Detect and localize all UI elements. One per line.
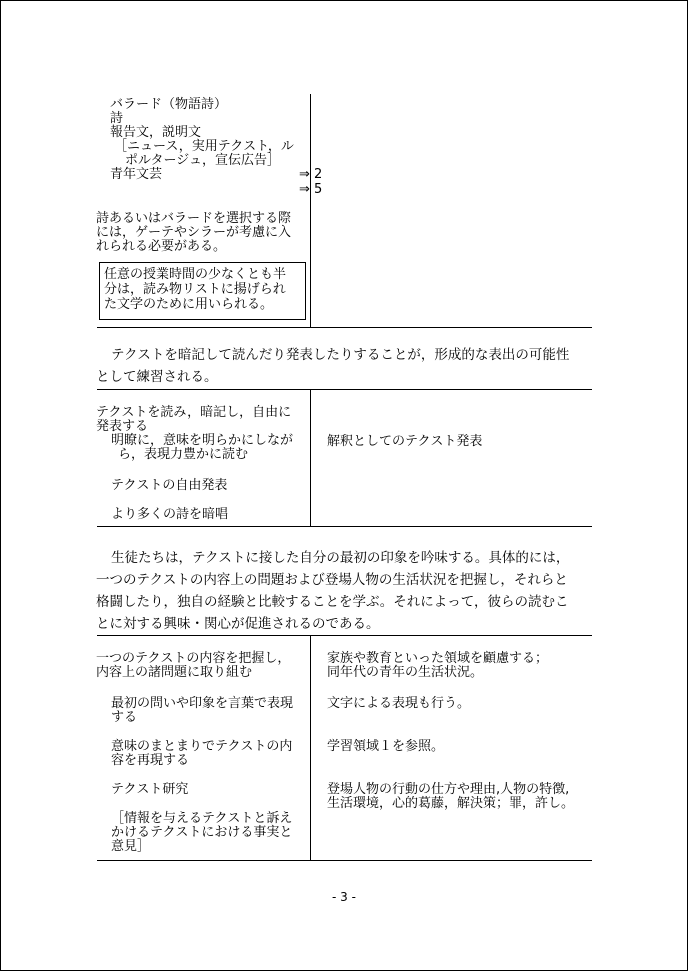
column-divider — [310, 635, 311, 860]
table-cell-line: より多くの詩を暗唱 — [111, 507, 229, 522]
body-paragraph-line: 一つのテクストの内容上の問題および登場人物の生活状況を把握し，それらと — [96, 572, 568, 588]
table-cell-line: ［情報を与えるテクストと訴え — [111, 811, 293, 826]
table-cell-line: 容を再現する — [111, 753, 190, 768]
body-paragraph-line: テクストを暗記して読んだり発表したりすることが，形成的な表出の可能性 — [111, 347, 570, 363]
body-paragraph-line: 生徒たちは，テクストに接した自分の最初の印象を吟味する。具体的には， — [111, 550, 570, 566]
column-divider — [310, 94, 311, 327]
list-item: 青年文芸 — [110, 167, 163, 182]
table-cell-line: 意見］ — [111, 839, 151, 854]
table-bottom-rule — [97, 860, 592, 861]
list-item: バラード（物語詩） — [110, 97, 228, 112]
body-paragraph-line: とに対する興味・関心が促進されるのである。 — [96, 616, 380, 632]
table-cell-line: 意味のまとまりでテクストの内 — [111, 739, 293, 754]
table-cell-line: 発表する — [96, 419, 149, 434]
table-cell-line: テクストの自由発表 — [111, 478, 228, 493]
table-cell-right: 同年代の青年の生活状況。 — [327, 665, 484, 680]
table-cell-right: 学習領域１を参照。 — [327, 739, 445, 754]
list-item: 報告文，説明文 — [110, 125, 202, 140]
boxed-note-line: た文学のために用いられる。 — [104, 297, 274, 312]
table-cell-line: 明瞭に，意味を明らかにしなが — [111, 433, 294, 448]
note-line: 詩あるいはバラードを選択する際 — [96, 211, 292, 226]
table-cell-line: ら，表現力豊かに読む — [118, 447, 249, 462]
table-top-rule — [97, 635, 592, 636]
table-cell-line: テクストを読み，暗記し，自由に — [96, 405, 292, 420]
table-bottom-rule — [97, 327, 592, 328]
table-cell-right: 生活環境，心的葛藤，解決策；罪，許し。 — [327, 796, 575, 811]
table-top-rule — [97, 389, 592, 390]
boxed-note-line: 任意の授業時間の少なくとも半 — [104, 267, 287, 282]
list-item: ポルタージュ，宣伝広告］ — [125, 153, 280, 168]
table-bottom-rule — [97, 526, 592, 527]
table-cell-line: 最初の問いや印象を言葉で表現 — [111, 696, 294, 711]
column-divider — [310, 389, 311, 526]
list-item: 詩 — [110, 111, 124, 126]
body-paragraph-line: 格闘したり，独自の経験と比較することを学ぶ。それによって，彼らの読むこ — [96, 594, 569, 610]
table-cell-right: 登場人物の行動の仕方や理由,人物の特徴, — [327, 782, 570, 797]
table-cell-line: 内容上の諸問題に取り組む — [96, 665, 253, 680]
table-cell-right: 家族や教育といった領域を顧慮する； — [327, 651, 549, 666]
table-cell-line: テクスト研究 — [111, 782, 189, 797]
note-line: れられる必要がある。 — [96, 239, 227, 254]
body-paragraph-line: として練習される。 — [96, 369, 218, 385]
table-cell-right: 文字による表現も行う。 — [327, 696, 471, 711]
arrow-reference: ⇒ 2 — [299, 167, 323, 182]
table-cell-line: 一つのテクストの内容を把握し， — [96, 651, 291, 666]
arrow-reference: ⇒ 5 — [299, 182, 323, 197]
table-cell-right: 解釈としてのテクスト発表 — [327, 434, 483, 449]
list-item: ［ニュース，実用テクスト，ル — [114, 139, 294, 154]
note-line: には，ゲーテやシラーが考慮に入 — [96, 225, 292, 240]
page-number: - 3 - — [332, 890, 356, 904]
table-cell-line: かけるテクストにおける事実と — [111, 825, 293, 840]
boxed-note-line: 分は，読み物リストに揚げられ — [104, 282, 286, 297]
table-cell-line: する — [111, 710, 138, 725]
